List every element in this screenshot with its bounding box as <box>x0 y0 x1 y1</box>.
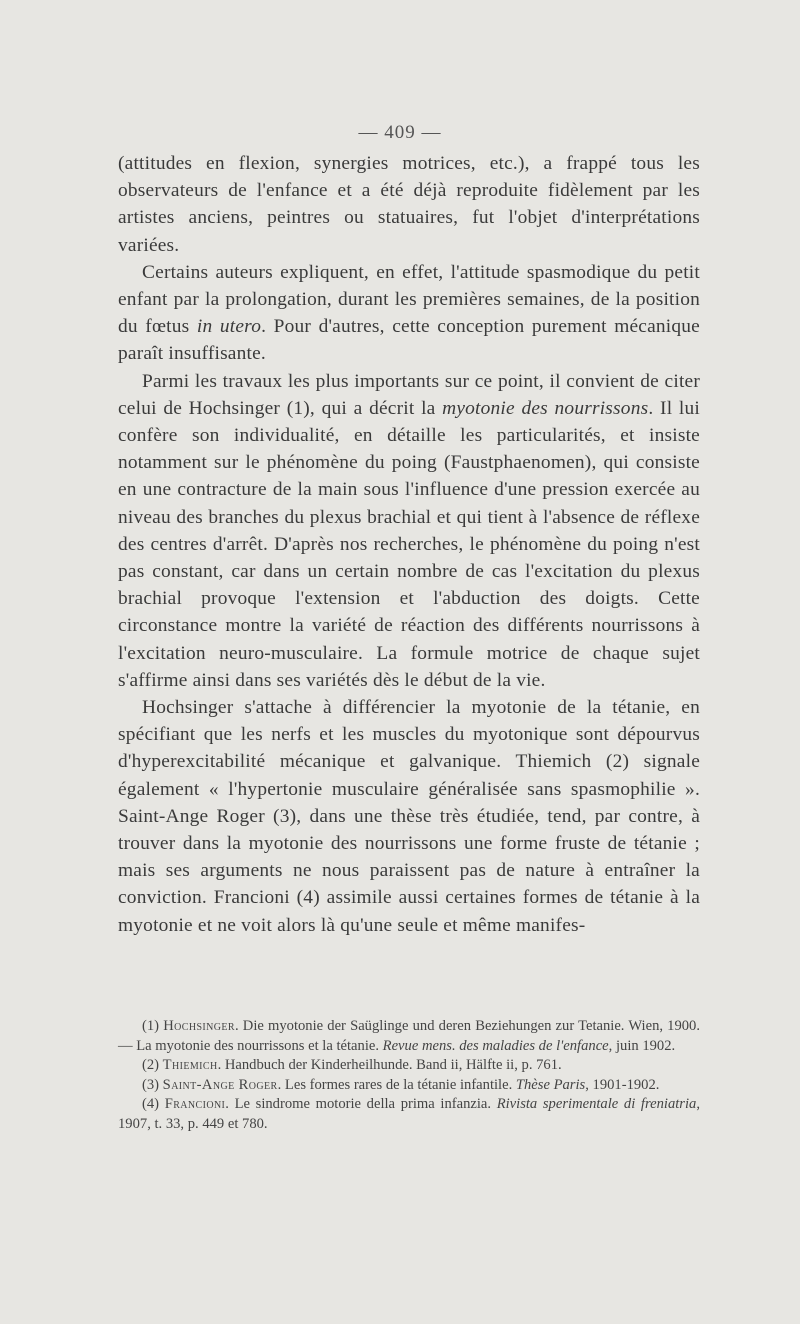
footnote <box>118 1076 700 1096</box>
text-run: Certains auteurs expliquent, en effet, l'attitude spasmodique du petit enfant par la prolongation, durant les premières semaines, de la position du fœtus <box>118 261 700 338</box>
text-run: , juin 1902. <box>608 1037 676 1054</box>
text-run: . Le sindrome motorie della prima infanzia. <box>225 1096 497 1113</box>
paragraph <box>118 259 700 368</box>
paragraph <box>118 694 700 939</box>
body-text <box>118 150 700 939</box>
italic-text: myotonie des nourrissons <box>442 397 649 419</box>
footnote <box>118 1095 700 1134</box>
paragraph <box>118 368 700 694</box>
text-run: (4) <box>142 1096 165 1113</box>
text-run: , 1901-1902. <box>585 1076 660 1093</box>
text-run: (1) <box>142 1018 164 1034</box>
text-run: Parmi les travaux les plus importants sur ce point, il convient de citer celui de Hochsinger (1), qui a décrit la <box>118 370 700 419</box>
text-run: . Pour d'autres, cette conception purement mécanique paraît insuffisante. <box>118 316 700 365</box>
author-name: Hochsinger <box>163 1018 235 1034</box>
text-run: (2) <box>142 1057 163 1074</box>
author-name: Francioni <box>164 1096 226 1113</box>
text-run: Hochsinger s'attache à différencier la myotonie de la tétanie, en spécifiant que les nerfs et les muscles du myotonique sont dépourvus d'hyperexcitabilité mécanique et galvanique. Thiemich (2) signale également « l'hypertonie musculaire généralisée sans spasmophilie ». Saint-Ange Roger (3), dans une thèse très étudiée, tend, par contre, à trouver dans la myotonie des nourrissons une forme fruste de tétanie ; mais ses arguments ne nous paraissent pas de nature à entraîner la conviction. Francioni (4) assimile aussi certaines formes de tétanie à la myotonie et ne voit alors là qu'une seule et même manifes- <box>118 697 700 936</box>
italic-text: Rivista sperimentale di freniatria <box>496 1096 697 1113</box>
footnotes <box>118 1017 700 1135</box>
text-run: . Handbuch der Kinderheilhunde. Band ii, Hälfte ii, p. 761. <box>217 1057 562 1074</box>
italic-text: Thèse Paris <box>515 1076 586 1093</box>
footnote <box>118 1056 700 1076</box>
italic-text: Revue mens. des maladies de l'enfance <box>382 1037 609 1054</box>
paragraph <box>118 150 700 259</box>
text-run: . Il lui confère son individualité, en détaille les particularités, et insiste notamment sur le phénomène du poing (Faustphaenomen), qui consiste en une contracture de la main sous l'influence d'une pression exercée au niveau des branches du plexus brachial et qui tient à l'absence de réflexe des centres d'arrêt. D'après nos recherches, le phénomène du poing n'est pas constant, car dans un certain nombre de cas l'excitation du plexus brachial provoque l'extension et l'abduction des doigts. Cette circonstance montre la variété de réaction des différents nourrissons à l'excitation neuro-musculaire. La formule motrice de chaque sujet s'affirme ainsi dans ses variétés dès le début de la vie. <box>118 397 700 691</box>
page-number: — 409 — <box>358 122 442 143</box>
text-run: , 1907, t. 33, p. 449 et 780. <box>118 1096 700 1132</box>
text-run: (attitudes en flexion, synergies motrices, etc.), a frappé tous les observateurs de l'enfance et a été déjà reproduite fidèlement par les artistes anciens, peintres ou statuaires, fut l'objet d'interprétations variées. <box>118 153 700 256</box>
author-name: Thiemich <box>162 1057 218 1074</box>
author-name: Saint-Ange Roger <box>162 1076 278 1093</box>
text-run: . Les formes rares de la tétanie infantile. <box>277 1076 516 1093</box>
text-run: . Die myotonie der Saüglinge und deren Beziehungen zur Tetanie. Wien, 1900. — La myotonie des nourrissons et la tétanie. <box>118 1018 701 1054</box>
text-run: (3) <box>142 1076 163 1093</box>
footnote <box>118 1017 700 1056</box>
italic-text: in utero <box>196 316 262 338</box>
